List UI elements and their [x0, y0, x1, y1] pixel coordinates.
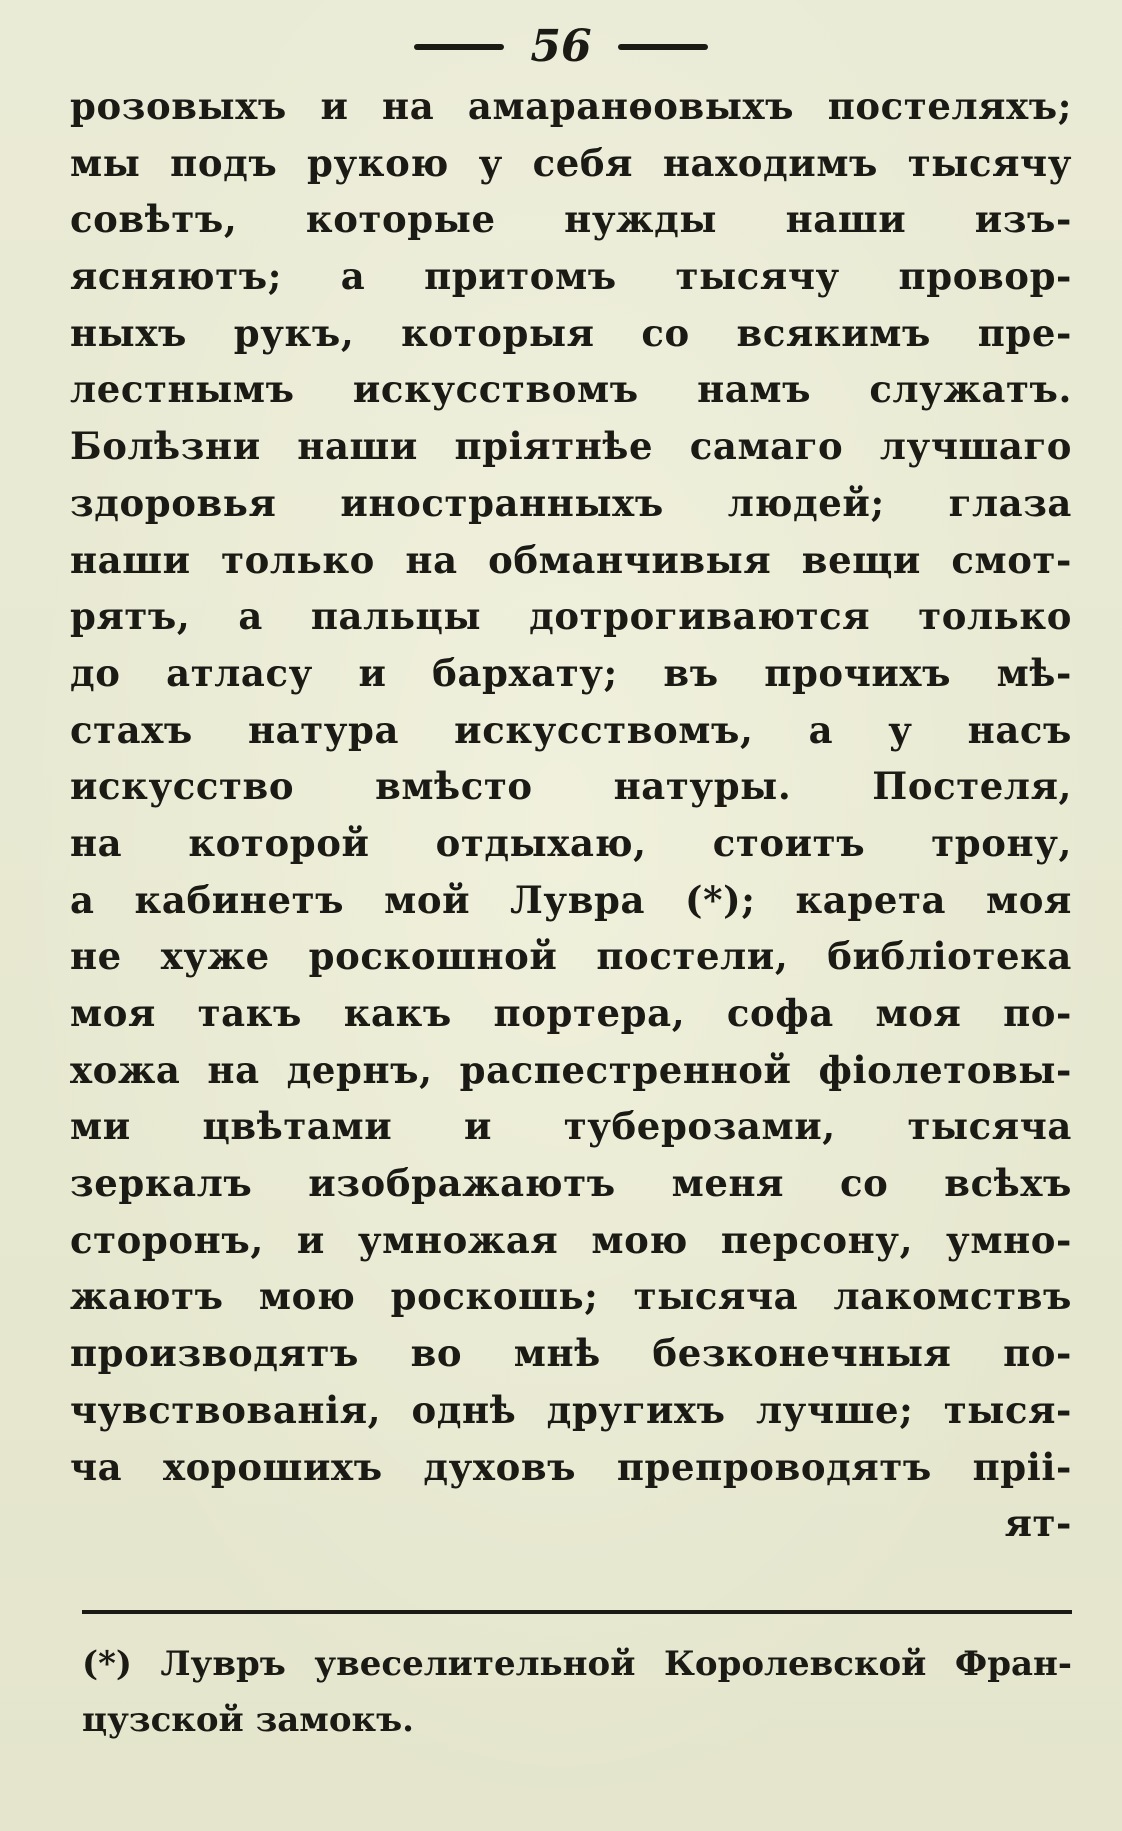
text-line: совѣтъ, которые нужды наши изъ-: [70, 197, 1072, 242]
text-line: лестнымъ искусствомъ намъ служатъ.: [70, 367, 1072, 412]
text-line: ми цвѣтами и туберозами, тысяча: [70, 1104, 1072, 1149]
text-line: жаютъ мою роскошь; тысяча лакомствъ: [70, 1274, 1072, 1319]
footnote-line: (*) Лувръ увеселительной Королевской Фран-: [82, 1644, 1072, 1684]
text-line: Болѣзни наши пріятнѣе самаго лучшаго: [70, 424, 1072, 469]
header-dash-left: [414, 44, 504, 50]
text-line: здоровья иностранныхъ людей; глаза: [70, 480, 1072, 525]
text-line: наши только на обманчивыя вещи смот-: [70, 537, 1072, 582]
text-line: сторонъ, и умножая мою персону, умно-: [70, 1217, 1072, 1262]
header-dash-right: [618, 44, 708, 50]
page-header: [0, 12, 1122, 82]
text-line: стахъ натура искусствомъ, а у насъ: [70, 707, 1072, 752]
text-line: розовыхъ и на амаранѳовыхъ постеляхъ;: [70, 84, 1072, 128]
footnote: [82, 1636, 1072, 1748]
page-number: 56: [530, 21, 592, 72]
text-line: не хуже роскошной постели, библіотека: [70, 934, 1072, 979]
footnote-divider: [82, 1610, 1072, 1614]
body-text: [70, 78, 1072, 1552]
text-line: производятъ во мнѣ безконечныя по-: [70, 1331, 1072, 1376]
text-line: хожа на дернъ, распестренной фіолетовы-: [70, 1047, 1072, 1092]
footnote-line: цузской замокъ.: [82, 1700, 414, 1740]
text-line: на которой отдыхаю, стоитъ трону,: [70, 820, 1072, 865]
text-line: мы подъ рукою у себя находимъ тысячу: [70, 140, 1072, 185]
text-line: ят-: [1004, 1501, 1072, 1546]
text-line: зеркалъ изображаютъ меня со всѣхъ: [70, 1161, 1072, 1206]
text-line: ча хорошихъ духовъ препроводятъ пріі-: [70, 1444, 1072, 1489]
text-line: ныхъ рукъ, которыя со всякимъ пре-: [70, 310, 1072, 355]
text-line: искусство вмѣсто натуры. Постеля,: [70, 764, 1072, 809]
text-line: рятъ, а пальцы дотрогиваются только: [70, 594, 1072, 639]
text-line: а кабинетъ мой Лувра (*); карета моя: [70, 877, 1072, 922]
text-line: моя такъ какъ портера, софа моя по-: [70, 991, 1072, 1035]
text-line: чувствованія, однѣ другихъ лучше; тыся-: [70, 1387, 1072, 1432]
text-line: ясняютъ; а притомъ тысячу провор-: [70, 254, 1072, 299]
text-line: до атласу и бархату; въ прочихъ мѣ-: [70, 650, 1072, 695]
